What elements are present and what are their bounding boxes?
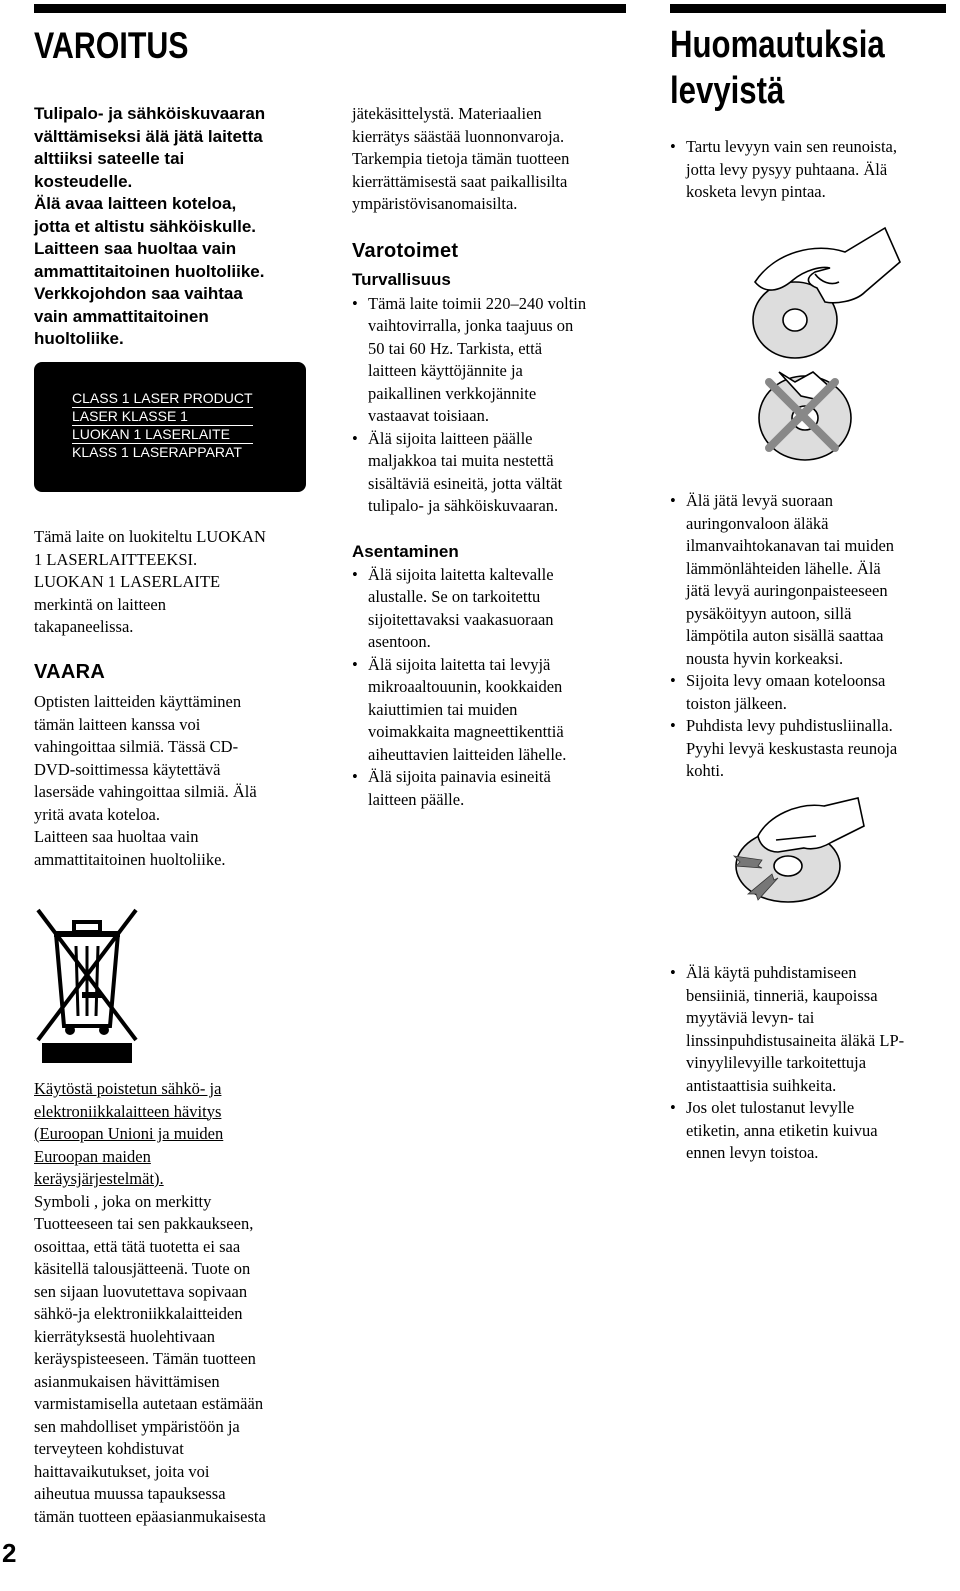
danger-section: VAARA Optisten laitteiden käyttäminen tämän laitteen kanssa voi vahingoittaa silmiä. Tässä CD- DVD-soittimessa käytettävä lasersäde vahingoittaa silmiä. Älä yritä avata koteloa. Laitteen saa huoltaa vain ammattitaitoinen huoltoliike. [34, 659, 324, 871]
warning-title: VAROITUS [34, 25, 189, 66]
laser-label-line: KLASS 1 LASERAPPARAT [72, 444, 242, 460]
installation-heading: Asentaminen [352, 541, 459, 561]
warning-text: Tulipalo- ja sähköiskuvaaran välttämiseksi älä jätä laitetta alttiiksi sateelle tai kosteudelle. Älä avaa laitteen koteloa, jotta et altistu sähköiskulle. Laitteen saa huoltaa vain ammattitaitoinen huoltoliike. Verkkojohdon saa vaihtaa vain ammattitaitoinen huoltoliike. [34, 104, 266, 348]
list-item: • Älä sijoita painavia esineitä laitteen päälle. [352, 767, 551, 809]
list-item: • Tartu levyyn vain sen reunoista, jotta levy pysyy puhtaana. Älä kosketa levyn pintaa. [670, 137, 897, 201]
column-3 [670, 22, 946, 204]
disc-cleaning-list [670, 962, 946, 1165]
precautions-heading: Varotoimet [352, 239, 459, 262]
disc-cleaning-illustration [728, 796, 868, 906]
disc-storage-list [670, 490, 946, 783]
list-item: • Älä käytä puhdistamiseen bensiiniä, tinneriä, kaupoissa myytäviä levyn- tai linssinpuhdistusaineita äläkä LP- vinyylilevyille tarkoitettuja antistaattisia suihkeita. [670, 963, 905, 1095]
list-item: • Jos olet tulostanut levylle etiketin, anna etiketin kuivua ennen levyn toistoa. [670, 1098, 878, 1162]
crossed-bin-icon [34, 906, 140, 1066]
disc-handling-list [670, 136, 946, 204]
list-item: • Älä sijoita laitteen päälle maljakkoa tai muita nestettä sisältäviä esineitä, jotta vältät tulipalo- ja sähköiskuvaaran. [352, 428, 563, 515]
danger-heading: VAARA [34, 661, 106, 683]
disposal-body: Symboli , joka on merkitty Tuotteeseen tai sen pakkaukseen, osoittaa, että tätä tuotetta ei saa käsitellä talousjätteenä. Tuote on sen sijaan luovutettava sopivaan sähkö-ja elektroniikkalaitteiden kierrätyksestä huolehtivaan keräyspisteeseen. Tämän tuotteen asianmukaisen hävittämisen varmistamisella autetaan estämään sen mahdolliset ympäristöön ja terveyteen kohdistuvat haittavaikutukset, joita voi aiheutua muussa tapauksessa tämän tuotteen epäasianmukaisesta [34, 1191, 266, 1526]
list-item: • Älä jätä levyä suoraan auringonvaloon äläkä ilmanvaihtokanavan tai muiden lämmönlähteiden lähelle. Älä jätä levyä auringonpaisteeseen pysäköityyn autoon, sillä lämpötila auton sisällä saattaa nousta hyvin korkeaksi. [670, 491, 895, 668]
column-2 [352, 103, 642, 811]
top-rule-right [670, 4, 946, 13]
laser-label-line: LASER KLASSE 1 [72, 408, 253, 426]
disposal-section [34, 1078, 324, 1528]
laser-label-line: LUOKAN 1 LASERLAITE [72, 426, 253, 444]
laser-class-text: Tämä laite on luokiteltu LUOKAN 1 LASERLAITTEEKSI. LUOKAN 1 LASERLAITE merkintä on laitteen takapaneelissa. [34, 527, 266, 636]
laser-label-line: CLASS 1 LASER PRODUCT [72, 390, 253, 406]
disc-notes-title: Huomautuksia levyistä [670, 24, 885, 112]
list-item: • Älä sijoita laitetta kaltevalle alustalle. Se on tarkoitettu sijoitettavaksi vaakasuoraan asentoon. [352, 564, 554, 651]
disc-cleaning-section [670, 962, 946, 1165]
disc-handling-illustration [735, 222, 905, 482]
column-1 [34, 24, 324, 351]
laser-class-label [34, 362, 306, 492]
installation-list [352, 564, 642, 812]
list-item: • Sijoita levy omaan koteloonsa toiston jälkeen. [670, 671, 886, 713]
safety-list [352, 293, 642, 518]
disposal-heading: Käytöstä poistetun sähkö- ja elektroniikkalaitteen hävitys (Euroopan Unioni ja muiden Euroopan maiden keräysjärjestelmät). [34, 1079, 224, 1188]
top-rule-left [34, 4, 626, 13]
safety-heading: Turvallisuus [352, 269, 451, 289]
list-item: • Tämä laite toimii 220–240 voltin vaihtovirralla, jonka taajuus on 50 tai 60 Hz. Tarkista, että laitteen käyttöjännite ja paikallinen verkkojännite vastaavat toisiaan. [352, 293, 587, 425]
list-item: • Älä sijoita laitetta tai levyjä mikroaaltouunin, kookkaiden kaiuttimien tai muiden voimakkaita magneettikenttiä aiheuttavien laitteiden lähelle. [352, 654, 567, 764]
disc-storage-section [670, 490, 946, 783]
page-number: 2 [2, 1538, 17, 1568]
list-item: • Puhdista levy puhdistusliinalla. Pyyhi levyä keskustasta reunoja kohti. [670, 716, 898, 780]
disposal-continued: jätekäsittelystä. Materiaalien kierrätys säästää luonnonvaroja. Tarkempia tietoja tämän tuotteen kierrättämisestä saat paikallisilta ympäristövisanomaisilta. [352, 104, 570, 213]
